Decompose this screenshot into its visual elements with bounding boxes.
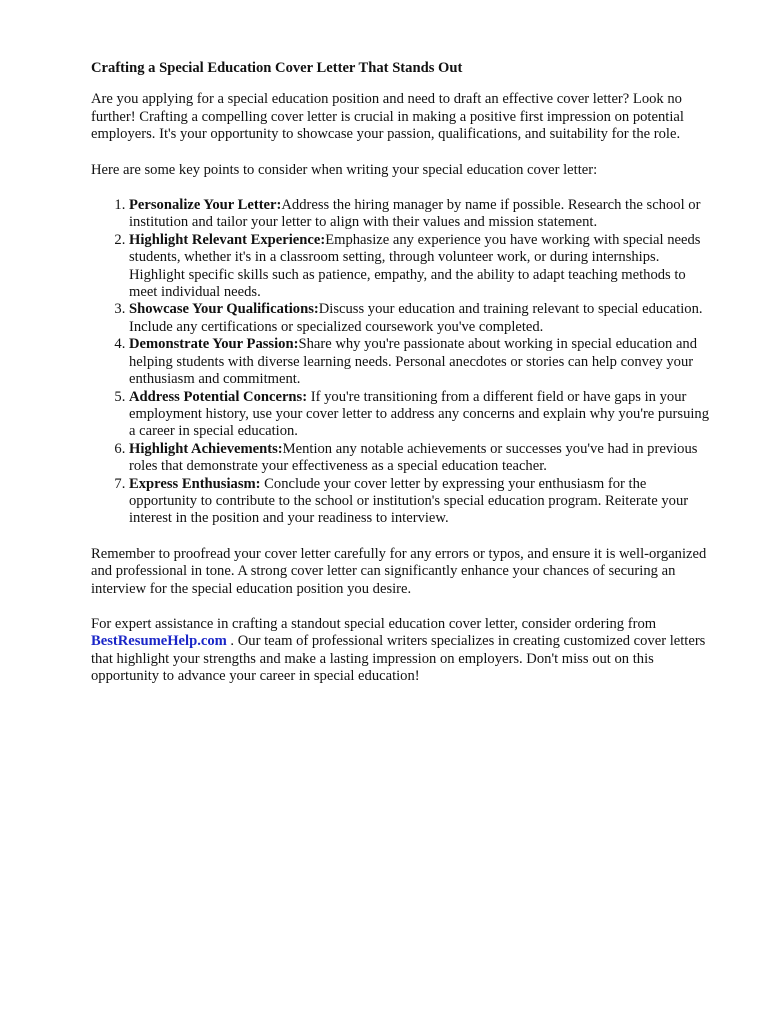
list-item-heading: Highlight Relevant Experience: [129,231,326,248]
list-item [129,389,715,441]
document-title: Crafting a Special Education Cover Letter That Stands Out [91,60,463,76]
intro-paragraph: Are you applying for a special education position and need to draft an effective cover letter? Look no further! Crafting a compelling cover letter is crucial in making a positive first impression on potential employers. It's your opportunity to showcase your passion, qualifications, and suitability for the role. [91,91,684,143]
list-item [129,336,715,388]
list-item-text: Mention any notable achievements or successes you've had in previous roles that demonstrate your effectiveness as a special education teacher. [129,440,698,475]
closing-paragraph: Remember to proofread your cover letter carefully for any errors or typos, and ensure it is well-organized and professional in tone. A strong cover letter can significantly enhance your chances of securing an interview for the special education position you desire. [91,545,707,597]
list-item-text: Conclude your cover letter by expressing your enthusiasm for the opportunity to contribute to the school or institution's special education program. Reiterate your interest in the position and your readiness to interview. [129,475,689,527]
cta-text-after: . Our team of professional writers specializes in creating customized cover letters that highlight your strengths and make a lasting impression on employers. Don't miss out on this opportunity to advance your career in special education! [91,633,706,685]
list-item [129,197,715,232]
list-item-heading: Personalize Your Letter: [129,197,282,214]
list-item-text: Discuss your education and training relevant to special education. Include any certifications or specialized coursework you've completed. [129,301,703,335]
list-item-heading: Address Potential Concerns: [129,388,308,405]
list-item-text: Emphasize any experience you have working with special needs students, whether it's in a classroom setting, through volunteer work, or during internships. Highlight specific skills such as patience, empathy, and the ability to adapt teaching methods to meet individual needs. [129,231,701,301]
cta-text-before: For expert assistance in crafting a standout special education cover letter, consider ordering from [91,615,657,632]
list-intro-paragraph: Here are some key points to consider when writing your special education cover letter: [91,161,598,178]
list-item-heading: Demonstrate Your Passion: [129,336,299,353]
list-item [129,476,715,528]
cta-paragraph [91,616,715,686]
list-item-heading: Highlight Achievements: [129,440,283,457]
list-item-text: Share why you're passionate about working in special education and helping students with diverse learning needs. Personal anecdotes or stories can help convey your enthusiasm and commitment. [129,336,698,388]
list-item-text: If you're transitioning from a different field or have gaps in your employment history, use your cover letter to address any concerns and explain why you're pursuing a career in special education. [129,388,710,440]
list-item [129,232,715,302]
key-points-list [91,197,715,528]
best-resume-help-link[interactable]: BestResumeHelp.com [91,633,227,650]
list-item [129,301,715,336]
list-item-heading: Showcase Your Qualifications: [129,301,319,318]
document-page [91,60,715,704]
list-item-heading: Express Enthusiasm: [129,475,261,492]
list-item-text: Address the hiring manager by name if possible. Research the school or institution and tailor your letter to align with their values and mission statement. [129,197,701,231]
list-item [129,441,715,476]
